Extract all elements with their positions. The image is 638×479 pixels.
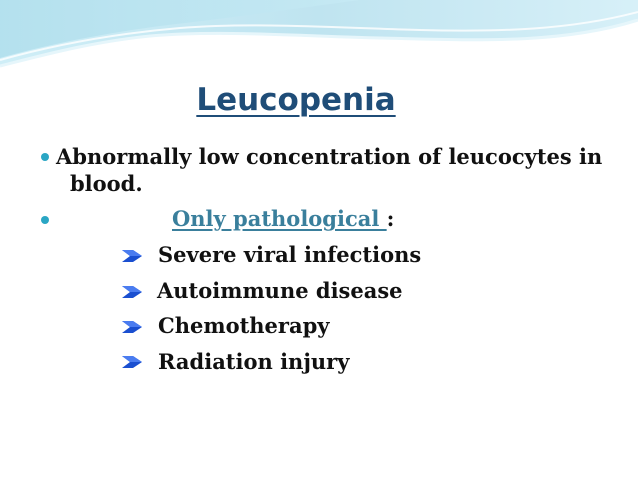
pathological-label: Only pathological xyxy=(172,206,387,231)
arrow-bullet-icon xyxy=(121,320,143,334)
bullet-1-line-1: Abnormally low concentration of leucocytes in xyxy=(56,144,603,169)
bullet-2-label xyxy=(172,205,394,233)
arrow-bullet-icon xyxy=(121,249,143,263)
slide-title: Leucopenia xyxy=(196,82,396,118)
bullet-icon xyxy=(41,216,49,224)
sub-item-4: Radiation injury xyxy=(158,349,350,374)
sub-item-1: Severe viral infections xyxy=(158,242,422,267)
arrow-bullet-icon xyxy=(121,355,143,369)
header-wave-decoration xyxy=(0,0,638,80)
sub-item-2: Autoimmune disease xyxy=(157,278,403,303)
arrow-bullet-icon xyxy=(121,285,143,299)
colon-text: : xyxy=(386,206,395,231)
bullet-icon xyxy=(41,153,49,161)
bullet-1-line-2: blood. xyxy=(70,171,143,196)
sub-item-3: Chemotherapy xyxy=(158,313,330,338)
